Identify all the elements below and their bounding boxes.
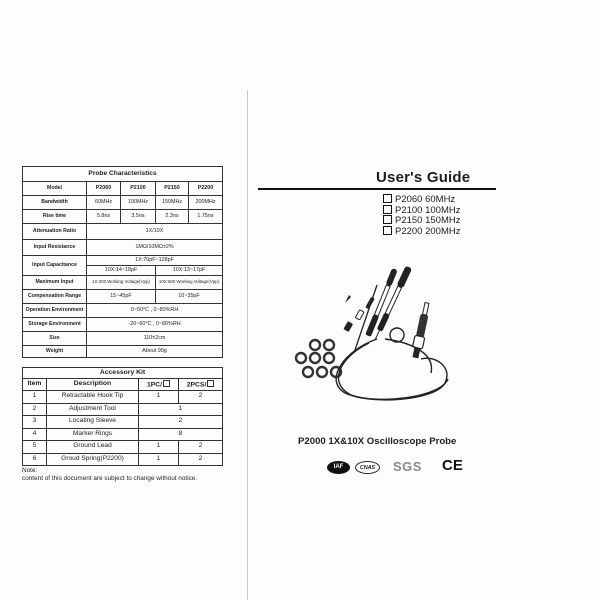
table-row [23,224,223,240]
model-option-p2200[interactable] [383,226,460,237]
item-description: Adjustment Tool [47,403,139,416]
model-option-p2100[interactable] [383,205,460,216]
item-number: 1 [23,391,47,404]
note-heading: Note: [22,467,38,474]
qty-1pc: 1 [139,391,179,404]
qty-2pcs: 2 [179,453,223,466]
item-description: Groud Spring(P2200) [47,453,139,466]
guide-title: User's Guide [376,169,471,186]
model-option-p2150[interactable] [383,215,460,226]
input-capacitance-10x-a: 10X:14~18pF [87,266,156,276]
compensation-range-b: 10~35pF [156,290,223,304]
qty-both: 2 [139,416,223,429]
table-row [23,276,223,290]
maximum-input-1x: 1X:200 Working Voltage(Vpp) [87,276,156,290]
model-cell: P2060 [87,182,121,196]
item-number: 4 [23,428,47,441]
table-header-row [23,379,223,391]
model-cell: P2100 [121,182,156,196]
row-label-maximum-input: Maximum Input [23,276,87,290]
column-header-2pcs-label: 2PCS/ [186,381,207,389]
row-label-size: Size [23,332,87,346]
input-capacitance-1x: 1X:70pF~128pF [87,256,223,266]
model-cell: P2150 [156,182,189,196]
qty-1pc: 1 [139,453,179,466]
probe-kit-illustration [285,255,455,405]
rise-time-cell: 5.8ns [87,210,121,224]
table-row [23,256,223,266]
bandwidth-cell: 200MHz [189,196,223,210]
weight-value: About 90g [87,346,223,358]
item-number: 2 [23,403,47,416]
ce-mark-icon: CE [442,457,463,474]
sgs-logo-icon: SGS [393,459,422,474]
model-option-p2060[interactable] [383,194,455,205]
attenuation-value: 1X/10X [87,224,223,240]
row-label-input-resistance: Input Resistance [23,240,87,256]
checkbox-icon[interactable] [383,205,392,214]
marker-ring-icon [324,353,334,363]
checkbox-icon[interactable] [383,194,392,203]
item-number: 3 [23,416,47,429]
table-row [23,391,223,404]
marker-ring-icon [296,353,306,363]
qty-1pc: 1 [139,441,179,454]
table-row [23,441,223,454]
model-option-label: P2200 200MHz [395,225,461,237]
table-row [23,304,223,318]
probe-characteristics-title: Probe Characteristics [23,167,223,182]
row-label-input-capacitance: Input Capacitance [23,256,87,276]
row-label-rise-time: Rise time [23,210,87,224]
marker-rings [296,340,341,377]
row-label-compensation-range: Compensation Range [23,290,87,304]
operation-environment-value: 0~50°C , 0~80%RH [87,304,223,318]
checkbox-icon[interactable] [383,226,392,235]
table-row [23,196,223,210]
row-label-bandwidth: Bandwidth [23,196,87,210]
accessory-kit-title: Accessory Kit [23,368,223,379]
column-header-description: Description [47,379,139,391]
accessory-kit-table [22,367,223,466]
row-label-weight: Weight [23,346,87,358]
table-row [23,346,223,358]
row-label-operation-environment: Operation Environment [23,304,87,318]
model-cell: P2200 [189,182,223,196]
item-description: Ground Lead [47,441,139,454]
table-row [23,403,223,416]
item-number: 5 [23,441,47,454]
table-row [23,182,223,196]
storage-environment-value: -20~60°C , 0~80%RH [87,318,223,332]
item-number: 6 [23,453,47,466]
input-resistance-value: 1MΩ/10MΩ±2% [87,240,223,256]
table-row [23,453,223,466]
model-option-label: P2060 60MHz [395,194,456,205]
qty-2pcs: 2 [179,391,223,404]
maximum-input-10x: 10X:600 Working Voltage(Vpp) [156,276,223,290]
checkbox-icon [163,380,170,387]
item-description: Retractable Hook Tip [47,391,139,404]
item-description: Marker Rings [47,428,139,441]
model-option-label: P2100 100MHz [395,204,461,216]
qty-both: 8 [139,428,223,441]
page-fold-edge [247,90,248,600]
note-text: content of this document are subject to change without notice. [22,475,198,482]
iaf-logo-icon: IAF [327,461,350,474]
qty-both: 1 [139,403,223,416]
probe-characteristics-table [22,166,223,358]
rise-time-cell: 2.3ns [156,210,189,224]
probe-cable-icon [336,339,448,400]
column-header-2pcs [179,379,223,391]
marker-ring-icon [303,367,313,377]
input-capacitance-10x-b: 10X:13~17pF [156,266,223,276]
column-header-1pc [139,379,179,391]
table-row [23,416,223,429]
marker-ring-icon [310,340,320,350]
cnas-logo-icon: CNAS [355,461,380,474]
row-label-attenuation: Attenuation Ratio [23,224,87,240]
column-header-item: Item [23,379,47,391]
row-label-storage-environment: Storage Environment [23,318,87,332]
marker-ring-icon [324,340,334,350]
row-label-model: Model [23,182,87,196]
marker-ring-icon [310,353,320,363]
checkbox-icon [207,380,214,387]
table-row [23,290,223,304]
table-row [23,240,223,256]
table-row [23,318,223,332]
bandwidth-cell: 60MHz [87,196,121,210]
checkbox-icon[interactable] [383,215,392,224]
qty-2pcs: 2 [179,441,223,454]
size-value: 110±2cm [87,332,223,346]
rise-time-cell: 1.75ns [189,210,223,224]
table-row [23,210,223,224]
item-description: Locating Sleeve [47,416,139,429]
table-row [23,332,223,346]
table-row [23,428,223,441]
bandwidth-cell: 150MHz [156,196,189,210]
bandwidth-cell: 100MHz [121,196,156,210]
column-header-1pc-label: 1PC/ [146,381,163,389]
model-option-label: P2150 150MHz [395,215,461,226]
title-rule [258,188,496,190]
product-subtitle: P2000 1X&10X Oscilloscope Probe [298,436,457,447]
compensation-range-a: 15~45pF [87,290,156,304]
rise-time-cell: 3.5ns [121,210,156,224]
marker-ring-icon [317,367,327,377]
